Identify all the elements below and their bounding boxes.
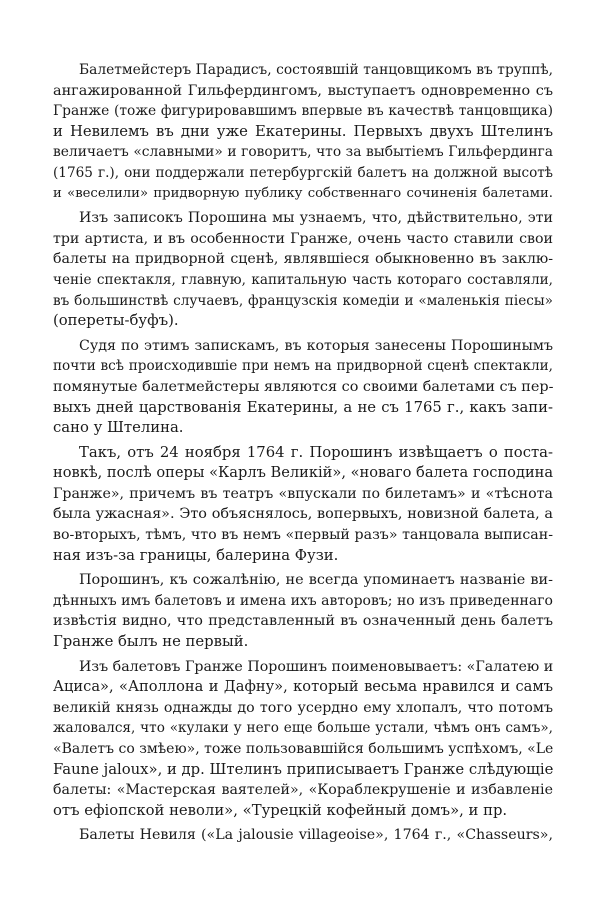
text-line: въ большинствѣ случаевъ, французскія комедіи и «маленькія піесы» <box>53 292 553 309</box>
text-line: три артиста, и въ особенности Гранже, очень часто ставили свои <box>53 230 553 247</box>
text-line: балеты: «Мастерская ваятелей», «Кораблекрушеніе и избавленіе <box>53 782 553 799</box>
text-line: извѣстія видно, что представленный въ означенный день балетъ <box>53 613 553 630</box>
text-line: и «веселили» придворную публику собственнаго сочиненія балетами. <box>53 185 553 201</box>
text-line: величаетъ «славными» и говоритъ, что за выбытіемъ Гильфердинга <box>53 144 553 161</box>
text-line: и Невилемъ въ дни уже Екатерины. Первыхъ двухъ Штелинъ <box>53 122 553 140</box>
text-line: великій князь однажды до того усердно ему хлопалъ, что потомъ <box>53 699 553 716</box>
text-line: Faune jaloux», и др. Штелинъ приписываетъ Гранже слѣдующіе <box>53 760 554 778</box>
text-line: отъ ефіопской неволи», «Турецкій кофейный домъ», и пр. <box>53 801 508 819</box>
paragraph-3 <box>53 336 553 439</box>
text-line: дѣнныхъ имъ балетовъ и имена ихъ авторовъ; но изъ приведеннаго <box>53 592 553 609</box>
text-line: Такъ, отъ 24 ноября 1764 г. Порошинъ извѣщаетъ о поста- <box>79 443 553 461</box>
paragraph-6 <box>53 657 553 822</box>
text-line: ченіе спектакля, главную, капитальную часть котораго составляли, <box>53 271 553 288</box>
text-line: Гранже», причемъ въ театръ «впускали по билетамъ» и «тѣснота <box>53 485 553 502</box>
text-line: жаловался, что «кулаки у него еще больше устали, чѣмъ онъ самъ», <box>53 720 553 737</box>
text-line: сано у Штелина. <box>53 419 184 437</box>
paragraph-4 <box>53 443 553 567</box>
text-line: «Валетъ со змѣею», тоже пользовавшійся большимъ успѣхомъ, «Le <box>53 741 554 757</box>
text-line: новкѣ, послѣ оперы «Карлъ Великій», «новаго балета господина <box>53 464 554 482</box>
text-line: Балеты Невиля («La jalousie villageoise», 1764 г., «Chasseurs», <box>79 827 553 844</box>
paragraph-7 <box>53 825 553 846</box>
text-line: помянутые балетмейстеры являются со своими балетами съ пер- <box>53 378 554 395</box>
text-line: выхъ дней царствованія Екатерины, а не съ 1765 г., какъ запи- <box>53 398 553 416</box>
page-text <box>53 60 553 850</box>
text-line: (опереты-буфъ). <box>53 312 179 330</box>
paragraph-5 <box>53 570 553 652</box>
text-line: Изъ балетовъ Гранже Порошинъ поименовываетъ: «Галатею и <box>79 658 554 675</box>
text-line: Судя по этимъ запискамъ, въ которыя занесены Порошинымъ <box>79 337 553 354</box>
text-line: во-вторыхъ, тѣмъ, что въ немъ «первый разъ» танцовала выписан- <box>53 527 553 544</box>
paragraph-1 <box>53 60 553 204</box>
text-line: (1765 г.), они поддержали петербургскій балетъ на должной высотѣ <box>53 164 553 181</box>
text-line: была ужасная». Это объяснялось, вопервыхъ, новизной балета, а <box>53 506 553 523</box>
text-line: ангажированной Гильфердингомъ, выступаетъ одновременно съ <box>53 82 553 99</box>
text-line: Гранже (тоже фигурировавшимъ впервые въ качествѣ танцовщика) <box>53 103 553 120</box>
text-line: Гранже былъ не первый. <box>53 633 249 651</box>
text-line: Ациса», «Аполлона и Дафну», который весьма нравился и самъ <box>53 678 553 696</box>
text-line: Изъ записокъ Порошина мы узнаемъ, что, дѣйствительно, эти <box>79 210 553 227</box>
text-line: Порошинъ, къ сожалѣнію, не всегда упоминаетъ названіе ви- <box>79 572 553 589</box>
text-line: почти всѣ происходившіе при немъ на придворной сценѣ спектакли, <box>53 358 553 375</box>
paragraph-2 <box>53 208 553 332</box>
text-line: Балетмейстеръ Парадисъ, состоявшій танцовщикомъ въ труппѣ, <box>79 62 553 78</box>
text-line: балеты на придворной сценѣ, являвшіеся обыкновенно въ заклю- <box>53 251 553 268</box>
text-line: ная изъ-за границы, балерина Фузи. <box>53 546 339 564</box>
